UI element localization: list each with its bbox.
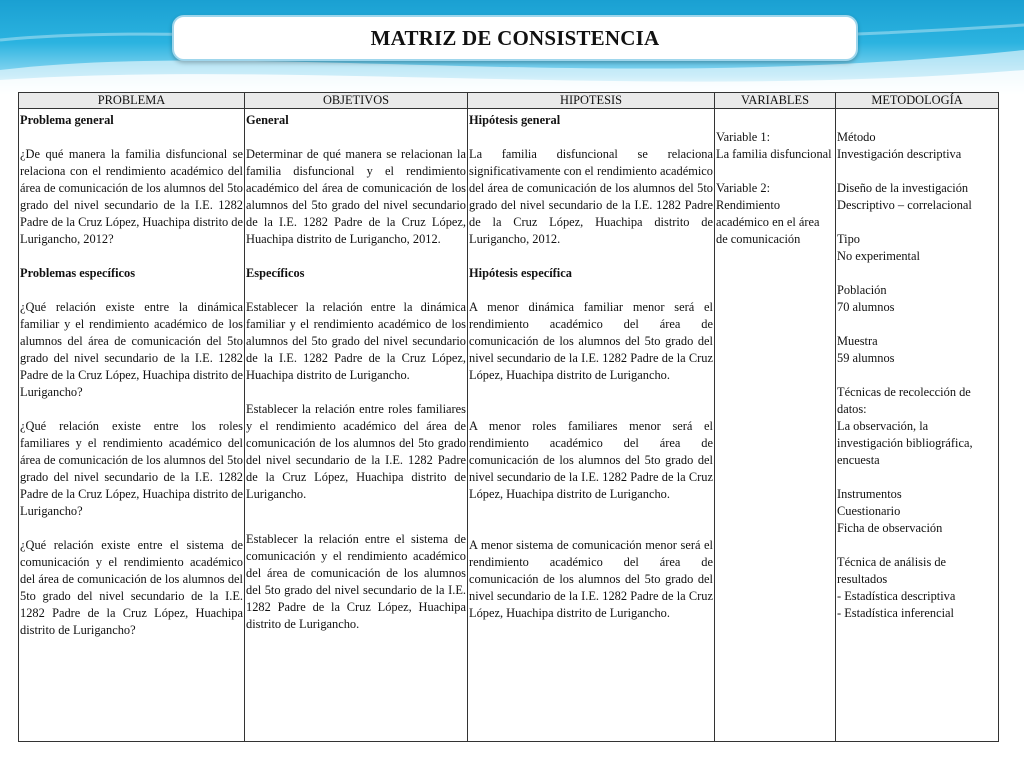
header-problema: PROBLEMA	[19, 93, 245, 109]
variable-1-title: Variable 1:	[716, 130, 771, 144]
problemas-especificos-title: Problemas específicos	[20, 266, 136, 280]
analisis-2: - Estadística inferencial	[837, 606, 954, 620]
consistency-matrix	[18, 92, 999, 742]
diseno-text: Descriptivo – correlacional	[837, 198, 972, 212]
hipotesis-general-title: Hipótesis general	[469, 113, 561, 127]
metodo-title: Método	[837, 130, 876, 144]
objetivo-general-text: Determinar de qué manera se relacionan la familia disfuncional y el rendimiento académico del área de comunicación de los alumnos del 5to grado del nivel secundario de la I.E. 1282 Padre de la Cruz López, Huachipa distrito de Lurigancho, 2012.	[246, 147, 466, 246]
problema-general-text: ¿De qué manera la familia disfuncional se relaciona con el rendimiento académico del área de comunicación de los alumnos del 5to grado del nivel secundario de la I.E. 1282 Padre de la Cruz López, Huachipa distrito de Lurigancho, 2012?	[20, 147, 243, 246]
analisis-1: - Estadística descriptiva	[837, 589, 956, 603]
page-title: MATRIZ DE CONSISTENCIA	[370, 25, 660, 50]
poblacion-text: 70 alumnos	[837, 300, 895, 314]
muestra-title: Muestra	[837, 334, 878, 348]
problema-especifico-1: ¿Qué relación existe entre la dinámica familiar y el rendimiento académico de los alumnos del área de comunicación del 5to grado del nivel secundario de la I.E. 1282 Padre de la Cruz López, Huachipa distrito de Lurigancho?	[20, 300, 243, 399]
tipo-text: No experimental	[837, 249, 920, 263]
header-hipotesis: HIPOTESIS	[468, 93, 715, 109]
header-objetivos: OBJETIVOS	[245, 93, 468, 109]
header-metodologia: METODOLOGÍA	[836, 93, 999, 109]
cell-metodologia	[836, 109, 999, 742]
variable-2-title: Variable 2:	[716, 181, 771, 195]
hipotesis-especifica-3: A menor sistema de comunicación menor será el rendimiento académico del área de comunicación de los alumnos del 5to grado del nivel secundario de la I.E. 1282 Padre de la Cruz López, Huachipa distrito de Lurigancho.	[469, 538, 713, 620]
cell-objetivos	[245, 109, 468, 742]
variable-2-text: Rendimiento académico en el área de comunicación	[716, 198, 820, 246]
instrumentos-title: Instrumentos	[837, 487, 902, 501]
hipotesis-especifica-2: A menor roles familiares menor será el rendimiento académico del área de comunicación de los alumnos del 5to grado del nivel secundario de la I.E. 1282 Padre de la Cruz López, Huachipa distrito de Lurigancho.	[469, 419, 713, 501]
objetivos-especificos-title: Específicos	[246, 266, 305, 280]
tecnicas-title: Técnicas de recolección de datos:	[837, 385, 971, 416]
instrumento-1: Cuestionario	[837, 504, 901, 518]
problema-especifico-3: ¿Qué relación existe entre el sistema de comunicación y el rendimiento académico del área de comunicación de los alumnos del 5to grado del nivel secundario de la I.E. 1282 Padre de la Cruz López, Huachipa distrito de Lurigancho?	[20, 538, 243, 637]
cell-problema	[19, 109, 245, 742]
hipotesis-general-text: La familia disfuncional se relaciona significativamente con el rendimiento académico del área de comunicación de los alumnos del 5to grado del nivel secundario de la I.E. 1282 Padre de la Cruz López, Huachipa distrito de Lurigancho, 2012.	[469, 147, 713, 246]
objetivo-especifico-2: Establecer la relación entre roles familiares y el rendimiento académico del área de comunicación de los alumnos del 5to grado del nivel secundario de la I.E. 1282 Padre de la Cruz López, Huachipa distrito de Lurigancho.	[246, 402, 466, 501]
tecnicas-text: La observación, la investigación bibliográfica, encuesta	[837, 419, 973, 467]
cell-hipotesis	[468, 109, 715, 742]
variable-1-text: La familia disfuncional	[716, 147, 832, 161]
hipotesis-especifica-1: A menor dinámica familiar menor será el rendimiento académico del área de comunicación de los alumnos del 5to grado del nivel secundario de la I.E. 1282 Padre de la Cruz López, Huachipa distrito de Lurigancho.	[469, 300, 713, 382]
tipo-title: Tipo	[837, 232, 860, 246]
hipotesis-especifica-title: Hipótesis específica	[469, 266, 572, 280]
instrumento-2: Ficha de observación	[837, 521, 943, 535]
title-box	[172, 15, 858, 61]
header-row	[19, 93, 999, 109]
header-variables: VARIABLES	[715, 93, 836, 109]
problema-especifico-2: ¿Qué relación existe entre los roles familiares y el rendimiento académico del área de comunicación de los alumnos del 5to grado del nivel secundario de la I.E. 1282 Padre de la Cruz López, Huachipa distrito de Lurigancho?	[20, 419, 243, 518]
muestra-text: 59 alumnos	[837, 351, 895, 365]
analisis-title: Técnica de análisis de resultados	[837, 555, 947, 586]
metodo-text: Investigación descriptiva	[837, 147, 962, 161]
content-row	[19, 109, 999, 742]
objetivo-especifico-3: Establecer la relación entre el sistema de comunicación y el rendimiento académico del área de comunicación de los alumnos del 5to grado del nivel secundario de la I.E. 1282 Padre de la Cruz López, Huachipa distrito de Lurigancho.	[246, 532, 466, 631]
diseno-title: Diseño de la investigación	[837, 181, 969, 195]
objetivo-general-title: General	[246, 113, 289, 127]
cell-variables	[715, 109, 836, 742]
poblacion-title: Población	[837, 283, 887, 297]
problema-general-title: Problema general	[20, 113, 114, 127]
objetivo-especifico-1: Establecer la relación entre la dinámica familiar y el rendimiento académico de los alumnos del 5to grado del nivel secundario de la I.E. 1282 Padre de la Cruz López, Huachipa distrito de Lurigancho.	[246, 300, 466, 382]
